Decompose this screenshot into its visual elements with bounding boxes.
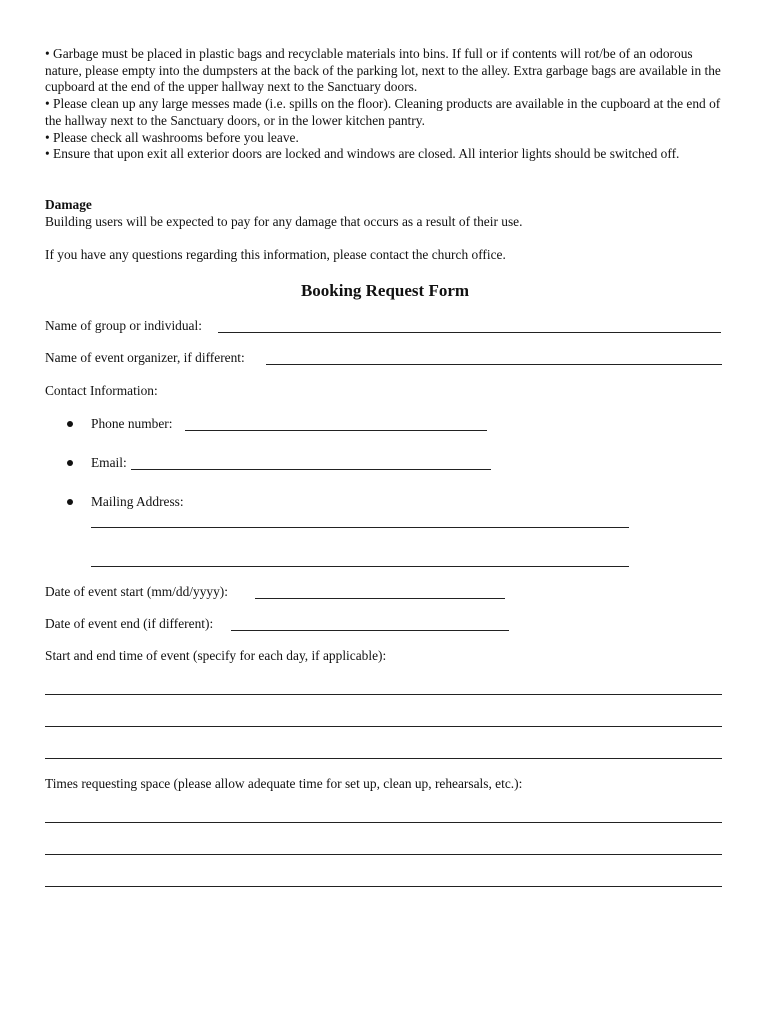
rule-lock-up: • Ensure that upon exit all exterior doors are locked and windows are closed. All interior lights should be switched off. <box>45 146 680 162</box>
date-start-field[interactable] <box>255 598 505 599</box>
group-name-label: Name of group or individual: <box>45 318 202 333</box>
email-field[interactable] <box>131 469 491 470</box>
date-end-field[interactable] <box>231 630 509 631</box>
event-times-field-line-2[interactable] <box>45 726 722 727</box>
group-name-field[interactable] <box>218 332 721 333</box>
damage-text: Building users will be expected to pay for any damage that occurs as a result of their use. <box>45 214 523 229</box>
rule-garbage: • Garbage must be placed in plastic bags and recyclable materials into bins. If full or if contents will rot/be of an odorous nature, please empty into the dumpsters at the back of the parking lot, next to the alley. Extra garbage bags are available in the cupboard at the end of the upper hallway next to the Sanctuary doors. <box>45 46 721 95</box>
email-label: Email: <box>91 455 127 470</box>
contact-info-label: Contact Information: <box>45 383 158 398</box>
contact-note: If you have any questions regarding this information, please contact the church office. <box>45 247 506 262</box>
event-times-field-line-1[interactable] <box>45 694 722 695</box>
organizer-field[interactable] <box>266 364 722 365</box>
building-rules <box>45 46 725 163</box>
space-times-field-line-3[interactable] <box>45 886 722 887</box>
event-times-field-line-3[interactable] <box>45 758 722 759</box>
space-times-field-line-1[interactable] <box>45 822 722 823</box>
rule-cleanup: • Please clean up any large messes made (i.e. spills on the floor). Cleaning products are available in the cupboard at the end of the hallway next to the Sanctuary doors, or in the lower kitchen pantry. <box>45 96 721 128</box>
mailing-address-field-line-2[interactable] <box>91 566 629 567</box>
rule-washrooms: • Please check all washrooms before you leave. <box>45 129 299 145</box>
date-start-label: Date of event start (mm/dd/yyyy): <box>45 584 228 599</box>
form-title: Booking Request Form <box>300 281 470 300</box>
mailing-address-label: Mailing Address: <box>91 494 184 509</box>
event-times-label: Start and end time of event (specify for each day, if applicable): <box>45 648 387 663</box>
phone-label: Phone number: <box>91 416 173 431</box>
phone-field[interactable] <box>185 430 487 431</box>
bullet-icon <box>67 460 73 466</box>
organizer-label: Name of event organizer, if different: <box>45 350 245 365</box>
space-times-label: Times requesting space (please allow adequate time for set up, clean up, rehearsals, etc.): <box>45 776 523 791</box>
mailing-address-field-line-1[interactable] <box>91 527 629 528</box>
date-end-label: Date of event end (if different): <box>45 616 214 631</box>
bullet-icon <box>67 421 73 427</box>
damage-heading: Damage <box>45 197 92 212</box>
space-times-field-line-2[interactable] <box>45 854 722 855</box>
bullet-icon <box>67 499 73 505</box>
